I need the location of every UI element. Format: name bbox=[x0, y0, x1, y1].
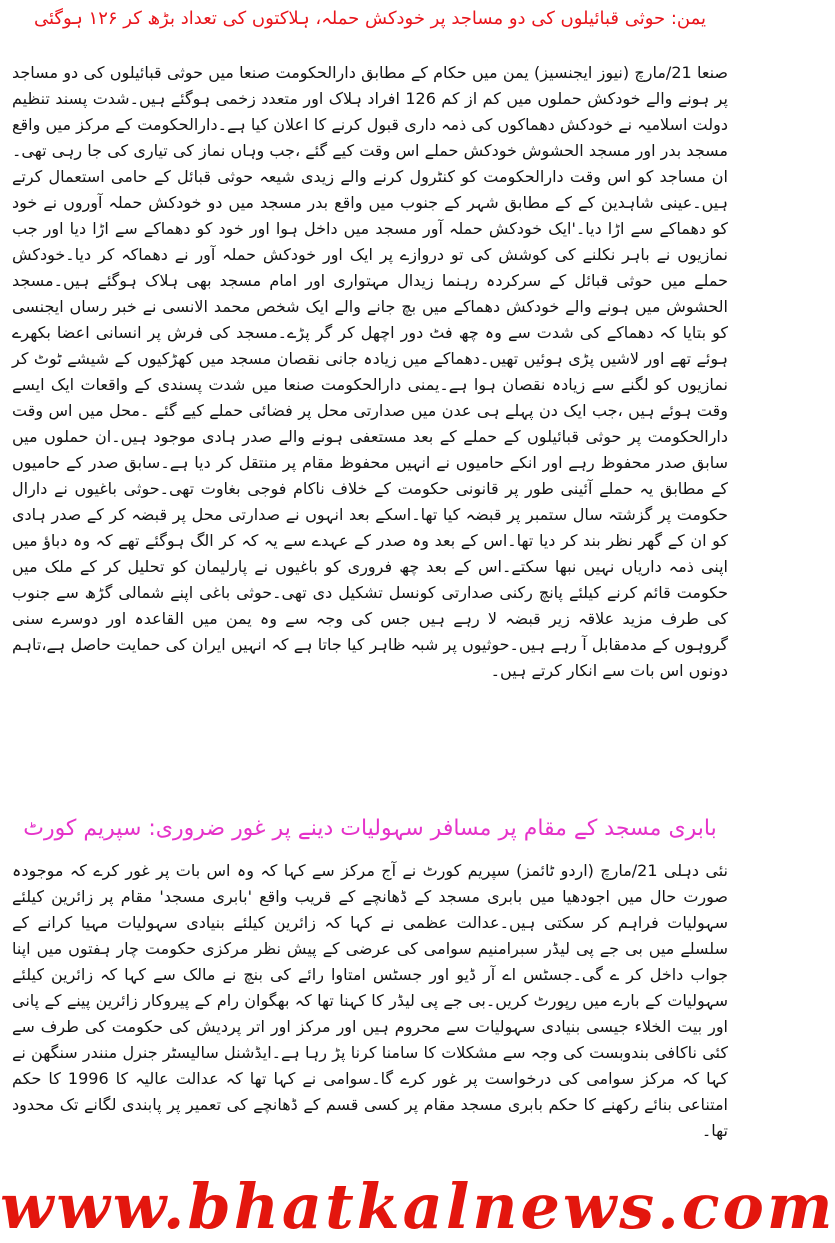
article-2-headline: بابری مسجد کے مقام پر مسافر سہولیات دینے پر غور ضروری: سپریم کورٹ bbox=[23, 816, 717, 841]
article-1-headline: یمن: حوثی قبائیلوں کی دو مساجد پر خودکش حملہ، ہلاکتوں کی تعداد بڑھ کر ۱۲۶ ہوگئی bbox=[33, 8, 707, 29]
site-watermark: www.bhatkalnews.com bbox=[0, 1170, 835, 1243]
article-1-body: صنعا 21/مارچ (نیوز ایجنسیز) یمن میں حکام کے مطابق دارالحکومت صنعا میں حوثی قبائیلوں کی دو مساجد پر ہونے والے خودکش حملوں میں کم از کم 126 افراد ہلاک اور متعدد زخمی ہوگئے ہیں۔شدت پسند تنظیم دولت اسلامیہ نے خودکش دھماکوں کی ذمہ داری قبول کرنے کا اعلان کیا ہے۔دارالحکومت کے مرکز میں واقع مسجد بدر اور مسجد الحشوش خودکش حملے اس وقت کیے گئے ،جب وہاں نماز کی تیاری کی جا رہی تھی۔ان مساجد کو اس وقت دارالحکومت کو کنٹرول کرنے والے زیدی شیعہ حوثی قبائل کے حامی استعمال کرتے ہیں۔عینی شاہدین کے کے مطابق شہر کے جنوب میں واقع بدر مسجد میں دو خودکش حملہ آوروں نے خود کو دھماکے سے اڑا دیا۔'ایک خودکش حملہ آور مسجد میں داخل ہوا اور خود کو دھماکے سے اڑا دیا اور جب نمازیوں نے باہر نکلنے کی کوشش کی تو دروازے پر ایک اور خودکش حملہ آور نے دھماکہ کر دیا۔خودکش حملے میں حوثی قبائل کے سرکردہ رہنما زیدال مہتواری اور امام مسجد بھی ہلاک ہوگئے ہیں۔مسجد الحشوش میں ہونے والے خودکش دھماکے میں بچ جانے والے ایک شخص محمد الانسی نے خبر رساں ایجنسی کو بتایا کہ دھماکے کی شدت سے وہ چھ فٹ دور اچھل کر گر پڑے۔مسجد کی فرش پر انسانی اعضا بکھرے ہوئے تھے اور لاشیں پڑی ہوئیں تھیں۔دھماکے میں زیادہ جانی نقصان مسجد میں کھڑکیوں کے شیشے ٹوٹ کر نمازیوں کو لگنے سے زیادہ نقصان ہوا ہے۔یمنی دارالحکومت صنعا میں شدت پسندی کے واقعات ایک ایسے وقت ہوئے ہیں ،جب ایک دن پہلے ہی عدن میں صدارتی محل پر فضائی حملے کیے گئے ۔محل میں اس وقت دارالحکومت پر حوثی قبائیلوں کے حملے کے بعد مستعفی ہونے والے صدر ہادی موجود ہیں۔ان حملوں میں سابق صدر محفوظ رہے اور انکے حامیوں نے انہیں محفوظ مقام پر منتقل کر دیا ہے۔سابق صدر کے حامیوں کے مطابق یہ حملے آئینی طور پر قانونی حکومت کے خلاف ناکام فوجی بغاوت تھی۔حوثی باغیوں نے دارال حکومت پر گزشتہ سال ستمبر پر قبضہ کیا تھا۔اسکے بعد انہوں نے صدارتی محل پر قبضہ کر کے صدر ہادی کو ان کے گھر نظر بند کر دیا تھا۔اس کے بعد وہ صدر کے عہدے سے یہ کہ کر الگ ہوگئے تھے کہ وہ دباؤ میں اپنی ذمہ داریاں نہیں نبھا سکتے۔اس کے بعد چھ فروری کو باغیوں نے پارلیمان کو تحلیل کر کے ملک میں حکومت قائم کرنے کیلئے پانچ رکنی صدارتی کونسل تشکیل دی تھی۔حوثی باغی اپنے شمالی گڑھ سے جنوب کی طرف مزید علاقہ زیر قبضہ لا رہے ہیں جس کی وجہ سے وہ یمن میں القاعدہ اور دوسرے سنی گروہوں کے مدمقابل آ رہے ہیں۔حوثیوں پر شبہ ظاہر کیا جاتا ہے کہ انہیں ایران کی حمایت حاصل ہے،تاہم دونوں اس بات سے انکار کرتے ہیں۔ bbox=[12, 63, 728, 680]
article-2-body: نئی دہلی 21/مارچ (اردو ٹائمز) سپریم کورٹ نے آج مرکز سے کہا کہ وہ اس بات پر غور کرے کہ موجودہ صورت حال میں اجودھیا میں بابری مسجد کے ڈھانچے کے قریب واقع 'بابری مسجد' مقام پر زائرین کیلئے سہولیات فراہم کر سکتی ہیں۔عدالت عظمی نے کہا کہ زائرین کیلئے بنیادی سہولیات مہیا کرانے کے سلسلے میں بی جے پی لیڈر سبرامنیم سوامی کی عرضی کے پیش نظر مرکزی حکومت چار ہفتوں میں اپنا جواب داخل کر ے گی۔جسٹس اے آر ڈیو اور جسٹس امتاوا رائے کی بنچ نے مالک سے کہا کہ زائرین کیلئے سہولیات کے بارے میں رپورٹ کریں۔بی جے پی لیڈر کا کہنا تھا کہ بھگوان رام کے پیروکار زائرین پینے کے پانی اور بیت الخلاء جیسی بنیادی سہولیات سے محروم ہیں اور مرکز اور اتر پردیش کی حکومت کی طرف سے کئی ناکافی بندوبست کی وجہ سے مشکلات کا سامنا کرنا پڑ رہا ہے۔ایڈشنل سالیسٹر جنرل منندر سنگھن نے کہا کہ مرکز سوامی کی درخواست پر غور کرے گا۔سوامی نے کہا تھا کہ عدالت عالیہ کا 1996 کا حکم امتناعی بنائے رکھنے کا حکم بابری مسجد مقام پر کسی قسم کے ڈھانچے کی تعمیر پر پابندی لگانے تک محدود تھا۔ bbox=[12, 861, 729, 1140]
